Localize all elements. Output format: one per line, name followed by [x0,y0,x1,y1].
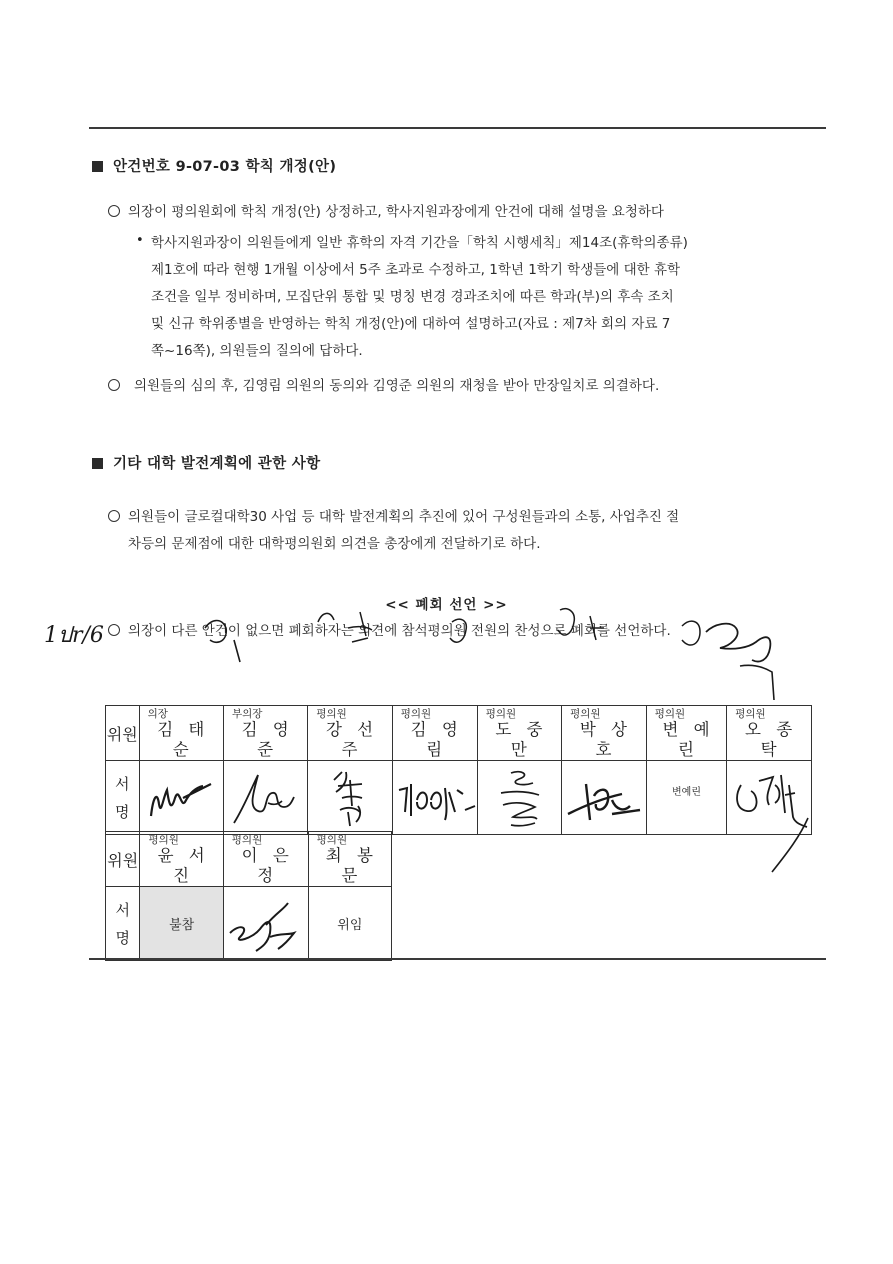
signature-table-2 [105,831,392,961]
signature-cell-absent [140,887,223,961]
agenda-heading-text: 안건번호 9-07-03 학칙 개정(안) [113,159,337,175]
member-cell [308,832,391,887]
sign-label [106,887,140,961]
member-role: 평의원 [400,708,432,720]
agenda-item-2 [108,373,659,400]
member-role: 평의원 [654,708,686,720]
signature-cell [727,761,812,835]
sign-label [106,761,140,835]
bullet-line: 쪽~16쪽), 의원들의 질의에 답하다. [151,343,363,359]
agenda-item-1 [108,199,664,226]
sign-label-char: 서 [115,774,130,793]
member-name: 김 영 림 [410,720,463,759]
circle-bullet-icon [108,510,120,522]
signature-cell [223,761,307,835]
signature-image [729,765,809,831]
other-item [108,504,833,558]
bullet-line: 및 신규 학위종별을 반영하는 학칙 개정(안)에 대하여 설명하고(자료 : 제7차 회의 자료 7 [151,316,671,332]
agenda-item-1-text: 의장이 평의원회에 학칙 개정(안) 상정하고, 학사지원과장에게 안건에 대해 설명을 요청하다 [128,204,664,220]
square-bullet-icon [92,458,103,469]
circle-bullet-icon [108,205,120,217]
other-item-line: 차등의 문제점에 대한 대학평의원회 의견을 총장에게 전달하기로 하다. [128,536,541,552]
other-item-line-text: 의원들이 글로컬대학30 사업 등 대학 발전계획의 추진에 있어 구성원들과의 소통, 사업추진 절 [128,509,680,525]
closing-title: << 폐회 선언 >> [385,597,508,613]
member-name: 윤 서 진 [157,846,210,885]
member-name: 오 종 탁 [745,720,798,759]
signature-cell [223,887,308,961]
member-role: 평의원 [485,708,517,720]
member-role: 평의원 [148,834,179,846]
signature-cell [308,761,392,835]
member-cell [140,832,223,887]
member-cell [223,832,308,887]
top-rule [89,127,826,129]
circle-bullet-icon [108,379,120,391]
closing-item-text: 의장이 다른 안건이 없으면 폐회하자는 의견에 참석평의원 전원의 찬성으로 폐회를 선언하다. [128,623,671,639]
member-role: 평의원 [231,834,263,846]
attendance-status: 위임 [337,918,363,933]
signature-image [226,893,306,955]
closing-item [108,618,671,645]
bullet-line: 조건을 일부 정비하며, 모집단위 통합 및 명칭 변경 경과조치에 따른 학과(부)의 후속 조치 [151,289,674,305]
bullet-line: 학사지원과장이 의원들에게 일반 휴학의 자격 기간을「학칙 시행세칙」제14조(휴학의종류) [151,235,688,251]
signature-image [143,768,219,828]
square-bullet-icon [92,161,103,172]
other-heading [92,452,320,473]
attendance-status: 불참 [169,918,195,933]
signature-image [393,766,477,830]
explanation-bullet [151,230,831,365]
sign-label-char: 서 [115,900,130,919]
circle-bullet-icon [108,624,120,636]
signature-cell [392,761,477,835]
signature-cell [477,761,561,835]
signature-image [312,766,388,830]
member-role: 평의원 [735,708,766,720]
signature-image [481,765,557,831]
member-name: 변 예 린 [662,720,715,759]
member-name: 박 상 호 [579,720,632,759]
signature-image [564,770,644,826]
signature-cell [646,761,726,835]
member-name: 최 봉 문 [325,846,378,885]
member-name: 김 영 준 [241,720,294,759]
member-cell [392,706,477,761]
bottom-rule [89,958,826,960]
member-role: 평의원 [570,708,601,720]
member-cell [727,706,812,761]
dot-bullet-icon: • [136,233,144,248]
signature-text: 변예린 [672,787,701,798]
member-name: 도 중 만 [495,720,548,759]
other-heading-text: 기타 대학 발전계획에 관한 사항 [113,456,321,472]
member-cell [646,706,726,761]
member-cell [308,706,392,761]
member-cell [223,706,307,761]
member-role: 의장 [147,708,168,720]
signature-table-1 [105,705,812,835]
signature-cell [562,761,647,835]
member-name: 이 은 정 [241,846,294,885]
margin-note: 1ปr/6 [44,623,104,648]
bullet-line: 제1호에 따라 현행 1개월 이상에서 5주 초과로 수정하고, 1학년 1학기 학생들에 대한 휴학 [151,262,681,278]
member-label: 위원 [106,706,140,761]
sign-label-char: 명 [115,802,130,821]
signature-image [228,767,304,829]
member-cell [139,706,223,761]
signature-cell [139,761,223,835]
signature-cell [308,887,391,961]
member-role: 평의원 [316,708,347,720]
member-label: 위원 [106,832,140,887]
agenda-item-2-text: 의원들의 심의 후, 김영림 의원의 동의와 김영준 의원의 재청을 받아 만장일치로 의결하다. [134,378,660,394]
member-name: 김 태 순 [157,720,210,759]
member-name: 강 선 주 [325,720,379,759]
member-cell [477,706,561,761]
member-role: 평의원 [316,834,348,846]
member-role: 부의장 [231,708,263,720]
agenda-heading [92,155,336,176]
other-item-line [108,504,833,531]
member-cell [562,706,647,761]
sign-label-char: 명 [115,928,130,947]
